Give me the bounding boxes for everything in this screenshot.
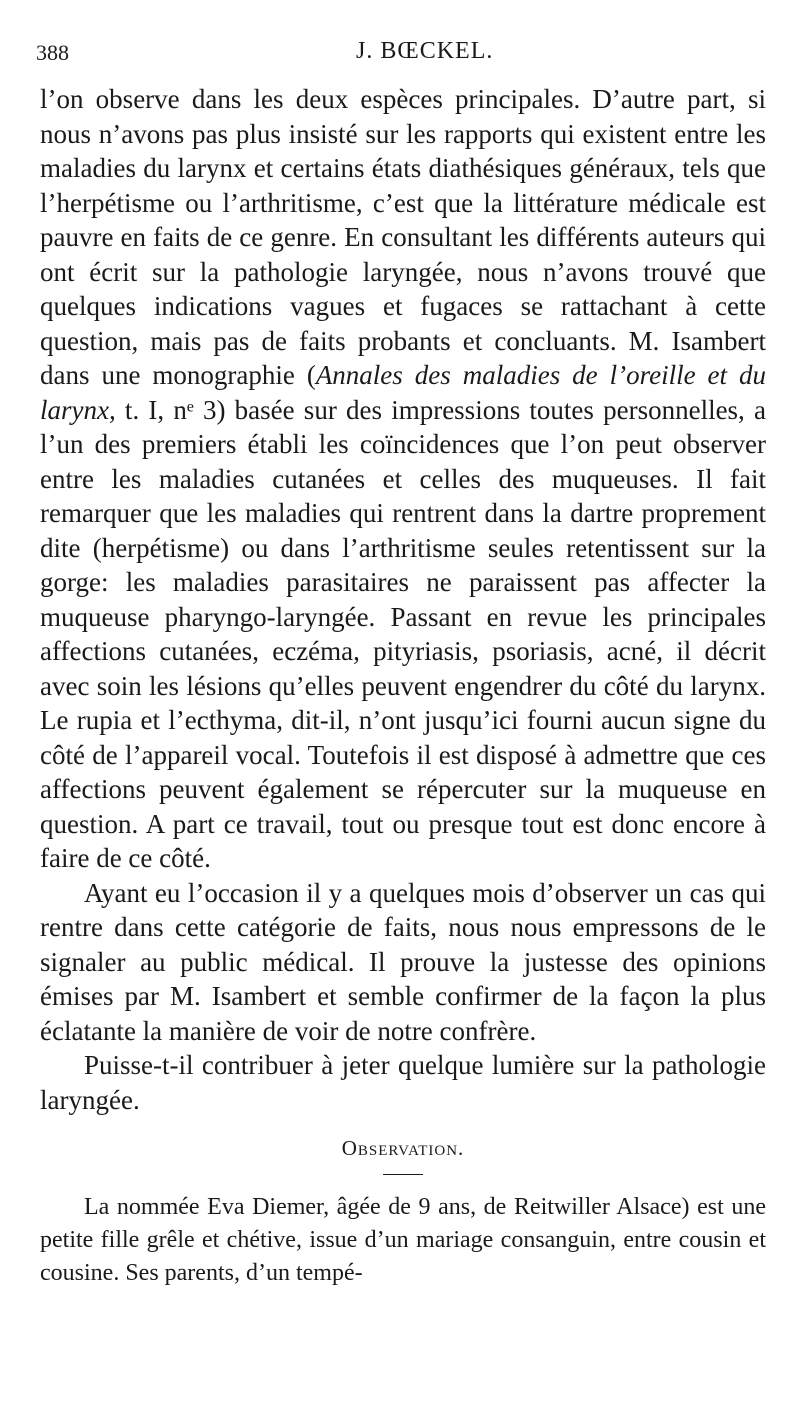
paragraph-3: Puisse-t-il contribuer à jeter quelque lumière sur la pathologie laryngée.	[40, 1050, 766, 1115]
running-head: J. BŒCKEL.	[356, 38, 494, 64]
page-number: 388	[36, 40, 69, 65]
paragraph-1	[40, 82, 766, 876]
journal-title-italic: Annales des maladies de l’oreille et du larynx,	[40, 360, 766, 425]
paragraph-1-text: l’on observe dans les deux espèces principales. D’autre part, si nous n’avons pas plus insisté sur les rapports qui existent entre les maladies du larynx et certains états diathésiques généraux, tels que l’herpétisme ou l’arthritisme, c’est que la littérature médicale est pauvre en faits de ce genre. En consultant les différents auteurs qui ont écrit sur la pathologie laryngée, nous n’avons trouvé que quelques indications vagues et fugaces se rattachant à cette question, mais pas de faits probants et concluants. M. Isambert dans une monographie (	[40, 84, 766, 390]
body-text	[40, 82, 766, 1290]
section-heading	[40, 1131, 766, 1175]
observation-paragraph: La nommée Eva Diemer, âgée de 9 ans, de Reitwiller Alsace) est une petite fille grêle et chétive, issue d’un mariage consanguin, entre cousin et cousine. Ses parents, d’un tempé-	[40, 1193, 766, 1286]
section-heading-rule	[383, 1174, 423, 1175]
paragraph-2: Ayant eu l’occasion il y a quelques mois d’observer un cas qui rentre dans cette catégorie de faits, nous nous empressons de le signaler au public médical. Il prouve la justesse des opinions émises par M. Isambert et semble confirmer de la façon la plus éclatante la manière de voir de notre confrère.	[40, 877, 766, 1046]
page-header	[36, 36, 766, 72]
section-heading-text: Observation.	[341, 1136, 465, 1160]
paragraph-1-text-continued: t. I, nᵉ 3) basée sur des impressions toutes personnelles, a l’un des premiers établi les coïncidences que l’on peut observer entre les maladies cutanées et celles des muqueuses. Il fait remarquer que les maladies qui rentrent dans la dartre proprement dite (herpétisme) ou dans l’arthritisme seules retentissent sur la gorge: les maladies parasitaires ne paraissent pas affecter la muqueuse pharyngo-laryngée. Passant en revue les principales affections cutanées, eczéma, pityriasis, psoriasis, acné, il décrit avec soin les lésions qu’elles peuvent engendrer du côté du larynx. Le rupia et l’ecthyma, dit-il, n’ont jusqu’ici fourni aucun signe du côté de l’appareil vocal. Toutefois il est disposé à admettre que ces affections peuvent également se répercuter sur la muqueuse en question. A part ce travail, tout ou presque tout est donc encore à faire de ce côté.	[40, 394, 766, 873]
